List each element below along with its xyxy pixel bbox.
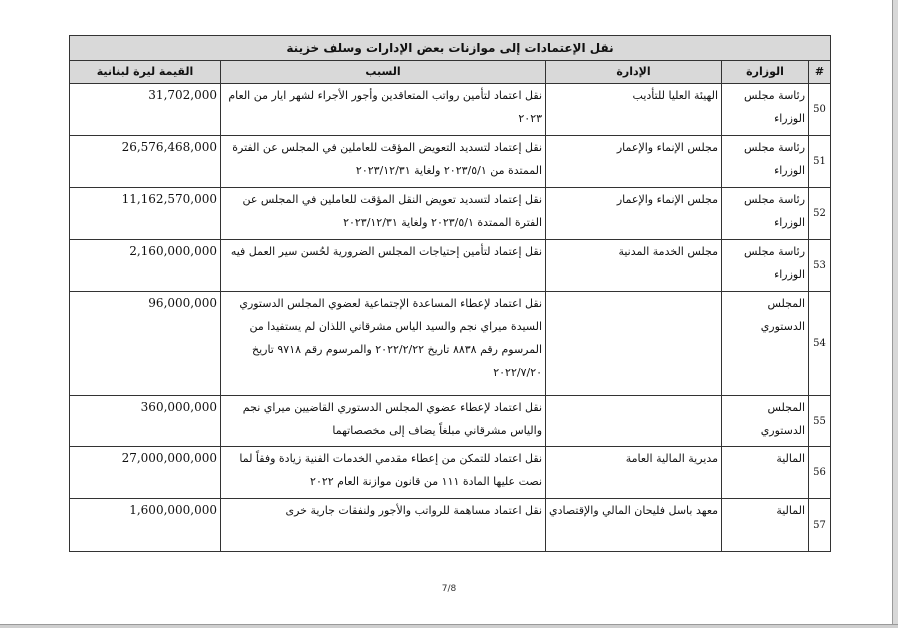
row-ministry: المجلس الدستوري xyxy=(722,396,809,447)
row-department: مجلس الخدمة المدنية xyxy=(546,240,722,292)
table-header-row xyxy=(70,61,831,84)
row-department: مجلس الإنماء والإعمار xyxy=(546,136,722,188)
header-value: القيمة ليرة لبنانية xyxy=(70,61,221,84)
row-department: معهد باسل فليحان المالي والإقتصادي xyxy=(546,499,722,552)
row-reason: نقل اعتماد لإعطاء عضوي المجلس الدستوري القاضيين ميراي نجم والياس مشرقاني مبلغاً يضاف إلى مخصصاتهما xyxy=(221,396,546,447)
row-number: 53 xyxy=(809,240,831,292)
table-row xyxy=(70,447,831,499)
row-value: 1,600,000,000 xyxy=(70,499,221,552)
row-value: 11,162,570,000 xyxy=(70,188,221,240)
row-number: 56 xyxy=(809,447,831,499)
row-number: 51 xyxy=(809,136,831,188)
row-ministry: رئاسة مجلس الوزراء xyxy=(722,240,809,292)
row-department: مجلس الإنماء والإعمار xyxy=(546,188,722,240)
row-value: 360,000,000 xyxy=(70,396,221,447)
row-department: مديرية المالية العامة xyxy=(546,447,722,499)
row-value: 26,576,468,000 xyxy=(70,136,221,188)
row-reason: نقل إعتماد لتسديد تعويض النقل المؤقت للعاملين في المجلس عن الفترة الممتدة ٢٠٢٣/٥/١ ولغاية ٢٠٢٣/١٢/٣١ xyxy=(221,188,546,240)
row-number: 55 xyxy=(809,396,831,447)
header-department: الإدارة xyxy=(546,61,722,84)
row-ministry: المالية xyxy=(722,447,809,499)
row-number: 52 xyxy=(809,188,831,240)
row-ministry: رئاسة مجلس الوزراء xyxy=(722,136,809,188)
table-row xyxy=(70,499,831,552)
row-department xyxy=(546,396,722,447)
table-row xyxy=(70,84,831,136)
row-ministry: المجلس الدستوري xyxy=(722,292,809,396)
page-edge-bottom xyxy=(0,624,898,628)
row-value: 31,702,000 xyxy=(70,84,221,136)
header-reason: السبب xyxy=(221,61,546,84)
row-ministry: رئاسة مجلس الوزراء xyxy=(722,188,809,240)
table-row xyxy=(70,240,831,292)
row-number: 54 xyxy=(809,292,831,396)
row-reason: نقل اعتماد للتمكن من إعطاء مقدمي الخدمات الفنية زيادة وفقاً لما نصت عليها المادة ١١١ من قانون موازنة العام ٢٠٢٢ xyxy=(221,447,546,499)
row-reason: نقل إعتماد لتسديد التعويض المؤقت للعاملين في المجلس عن الفترة الممتدة من ٢٠٢٣/٥/١ ولغاية ٢٠٢٣/١٢/٣١ xyxy=(221,136,546,188)
row-reason: نقل اعتماد لإعطاء المساعدة الإجتماعية لعضوي المجلس الدستوري السيدة ميراي نجم والسيد الياس مشرقاني اللذان لم يستفيدا من المرسوم رقم ٨٨٣٨ تاريخ ٢٠٢٢/٢/٢٢ والمرسوم رقم ٩٧١٨ تاريخ ٢٠٢٢/٧/٢٠ xyxy=(221,292,546,396)
table-row xyxy=(70,188,831,240)
table-row xyxy=(70,396,831,447)
row-department xyxy=(546,292,722,396)
table-row xyxy=(70,292,831,396)
row-number: 50 xyxy=(809,84,831,136)
row-value: 27,000,000,000 xyxy=(70,447,221,499)
row-ministry: المالية xyxy=(722,499,809,552)
table-title: نقل الإعتمادات إلى موازنات بعض الإدارات وسلف خزينة xyxy=(70,36,831,61)
page-number: 7/8 xyxy=(441,584,457,594)
row-value: 96,000,000 xyxy=(70,292,221,396)
transfers-table-container xyxy=(69,35,830,552)
row-department: الهيئة العليا للتأديب xyxy=(546,84,722,136)
row-reason: نقل إعتماد لتأمين إحتياجات المجلس الضرورية لحُسن سير العمل فيه xyxy=(221,240,546,292)
table-title-row xyxy=(70,36,831,61)
row-number: 57 xyxy=(809,499,831,552)
header-number: # xyxy=(809,61,831,84)
table-row xyxy=(70,136,831,188)
page-edge-right xyxy=(892,0,898,628)
row-ministry: رئاسة مجلس الوزراء xyxy=(722,84,809,136)
header-ministry: الوزارة xyxy=(722,61,809,84)
row-reason: نقل اعتماد مساهمة للرواتب والأجور ولنفقات جارية خرى xyxy=(221,499,546,552)
row-value: 2,160,000,000 xyxy=(70,240,221,292)
transfers-table xyxy=(69,35,831,552)
row-reason: نقل اعتماد لتأمين رواتب المتعاقدين وأجور الأجراء لشهر ايار من العام ٢٠٢٣ xyxy=(221,84,546,136)
